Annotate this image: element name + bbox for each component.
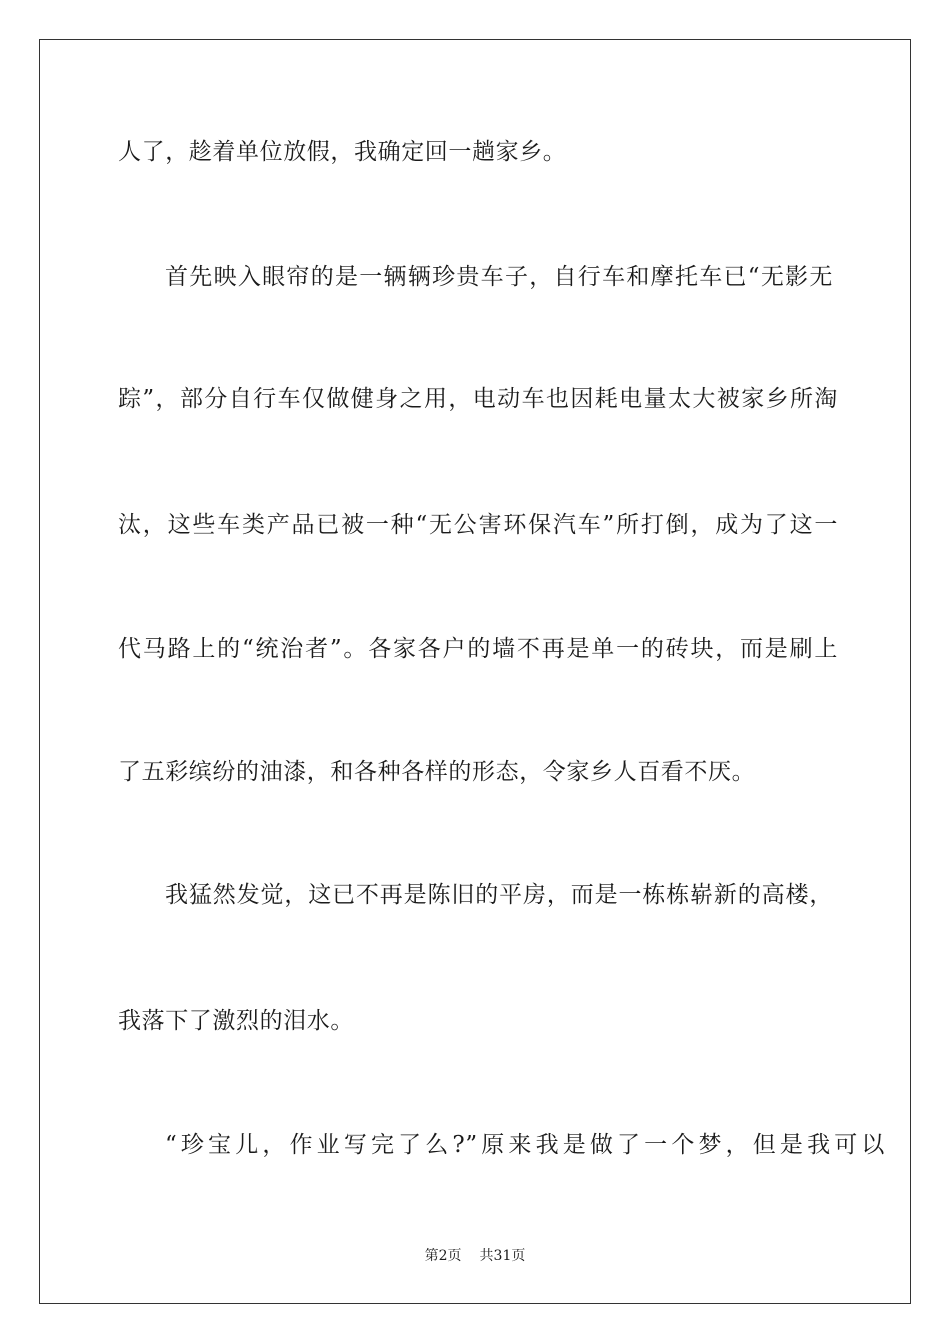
page-frame [39,39,911,1304]
page-footer [0,1245,950,1265]
page-total: 共31页 [479,1248,526,1264]
text-line-6: 了五彩缤纷的油漆，和各种各样的形态，令家乡人百看不厌。 [118,759,756,785]
text-line-4: 汰，这些车类产品已被一种“无公害环保汽车”所打倒，成为了这一 [118,512,838,538]
page-number: 第2页 [424,1248,462,1264]
text-line-7: 我猛然发觉，这已不再是陈旧的平房，而是一栋栋崭新的高楼， [165,882,833,908]
text-line-3: 踪”，部分自行车仅做健身之用，电动车也因耗电量太大被家乡所淘 [118,386,838,412]
text-line-2: 首先映入眼帘的是一辆辆珍贵车子，自行车和摩托车已“无影无 [165,264,833,290]
text-line-8: 我落下了激烈的泪水。 [118,1008,354,1034]
text-line-9: “珍宝儿，作业写完了么?”原来我是做了一个梦，但是我可以 [165,1132,885,1158]
text-line-5: 代马路上的“统治者”。各家各户的墙不再是单一的砖块，而是刷上 [118,636,838,662]
text-line-1: 人了，趁着单位放假，我确定回一趟家乡。 [118,139,567,165]
